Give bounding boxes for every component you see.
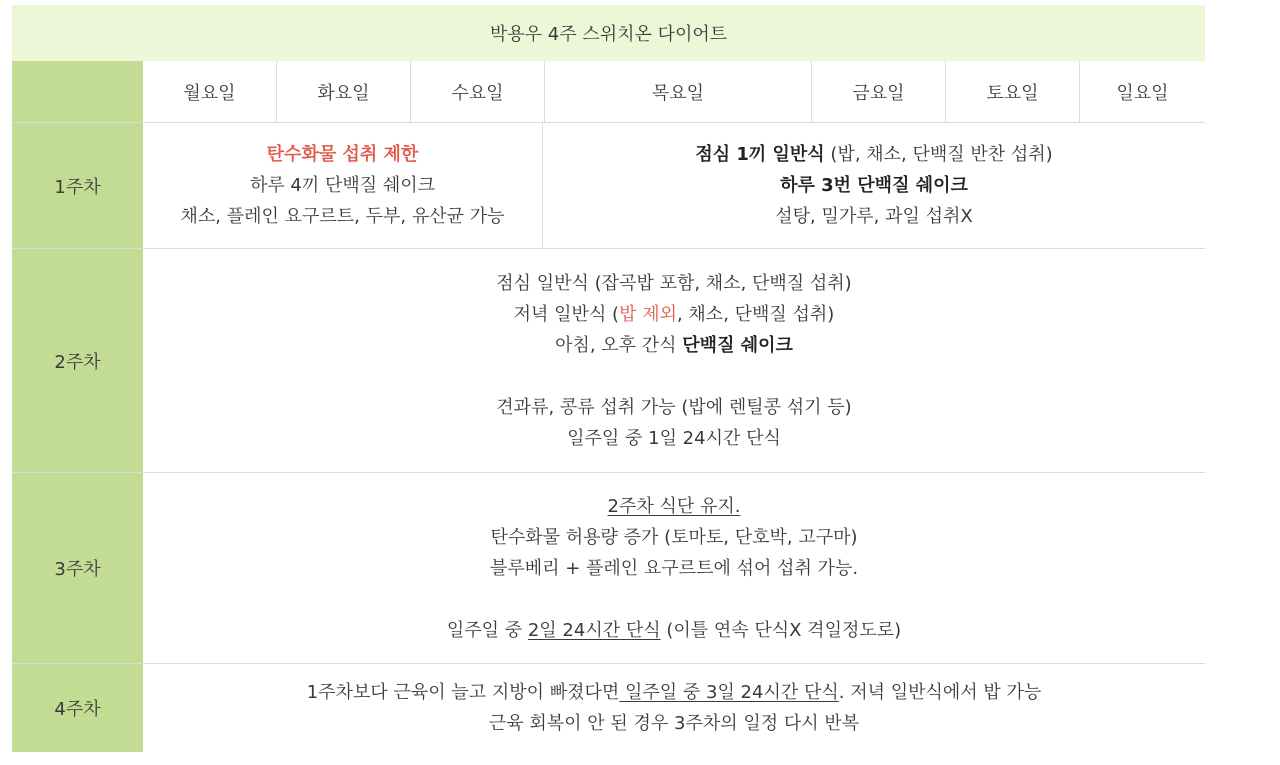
week-1-right-line-1 (695, 139, 1052, 170)
week-1-right-line-3: 설탕, 밀가루, 과일 섭취X (775, 206, 973, 227)
week-3-line-3: 블루베리 + 플레인 요구르트에 섞어 섭취 가능. (489, 557, 859, 579)
week-3-label: 3주차 (12, 473, 143, 663)
week-3-line-4-a: 일주일 중 (446, 619, 528, 641)
day-header-wed: 수요일 (411, 61, 545, 122)
week-4-plan (143, 664, 1205, 752)
day-header-thu: 목요일 (545, 61, 812, 122)
week-4-label: 4주차 (12, 664, 143, 752)
week-4-line-2: 근육 회복이 안 된 경우 3주차의 일정 다시 반복 (488, 713, 860, 734)
week-3-line-4-underline: 2일 24시간 단식 (527, 619, 661, 641)
week-2-line-3-bold: 단백질 쉐이크 (682, 334, 793, 356)
week-3-line-4-b: (이틀 연속 단식X 격일정도로) (660, 619, 902, 641)
week-2-line-2-b: , 채소, 단백질 섭취) (676, 303, 835, 325)
week-2-line-1: 점심 일반식 (잡곡밥 포함, 채소, 단백질 섭취) (496, 272, 852, 294)
week-1-left-line-2: 하루 4끼 단백질 쉐이크 (249, 175, 436, 196)
table-title: 박용우 4주 스위치온 다이어트 (12, 5, 1205, 61)
week-1-mon-wed-plan (143, 123, 543, 248)
week-2-line-2-red: 밥 제외 (619, 303, 677, 325)
week-4-line-1 (307, 677, 1042, 708)
week-3-line-2: 탄수화물 허용량 증가 (토마토, 단호박, 고구마) (490, 526, 858, 548)
week-3-row (12, 473, 1205, 664)
week-3-plan (143, 473, 1205, 663)
day-header-fri: 금요일 (812, 61, 946, 122)
week-2-line-3-a: 아침, 오후 간식 (555, 334, 683, 356)
week-1-right-line-1-bold: 점심 1끼 일반식 (695, 144, 825, 165)
week-1-cells (143, 123, 1205, 248)
week-2-label: 2주차 (12, 249, 143, 472)
week-1-row (12, 123, 1205, 249)
week-1-left-line-1: 탄수화물 섭취 제한 (266, 144, 419, 165)
week-2-line-2-a: 저녁 일반식 ( (513, 303, 620, 325)
week-3-line-4 (447, 615, 901, 646)
week-4-line-1-underline: 일주일 중 3일 24시간 단식 (619, 682, 839, 703)
diet-schedule-table (12, 5, 1205, 752)
week-4-row (12, 664, 1205, 752)
week-4-line-1-a: 1주차보다 근육이 늘고 지방이 빠졌다면 (306, 682, 620, 703)
week-1-right-line-1-rest: (밥, 채소, 단백질 반찬 섭취) (824, 144, 1053, 165)
week-4-line-1-b: . 저녁 일반식에서 밥 가능 (838, 682, 1042, 703)
week-3-line-1: 2주차 식단 유지. (607, 495, 741, 517)
week-2-line-2 (514, 299, 835, 330)
week-1-right-line-2: 하루 3번 단백질 쉐이크 (780, 175, 968, 196)
week-2-row (12, 249, 1205, 473)
week-2-line-3 (555, 330, 793, 361)
day-header-cells (143, 61, 1205, 122)
week-1-thu-sun-plan (543, 123, 1205, 248)
week-2-line-4: 견과류, 콩류 섭취 가능 (밥에 렌틸콩 섞기 등) (496, 396, 852, 418)
day-header-tue: 화요일 (277, 61, 411, 122)
day-header-sat: 토요일 (946, 61, 1080, 122)
week-2-line-5: 일주일 중 1일 24시간 단식 (567, 427, 781, 449)
day-header-mon: 월요일 (143, 61, 277, 122)
header-corner-cell (12, 61, 143, 122)
week-1-label: 1주차 (12, 123, 143, 248)
day-header-row (12, 61, 1205, 123)
day-header-sun: 일요일 (1116, 82, 1169, 104)
week-2-plan (143, 249, 1205, 472)
week-1-left-line-3: 채소, 플레인 요구르트, 두부, 유산균 가능 (180, 206, 505, 227)
